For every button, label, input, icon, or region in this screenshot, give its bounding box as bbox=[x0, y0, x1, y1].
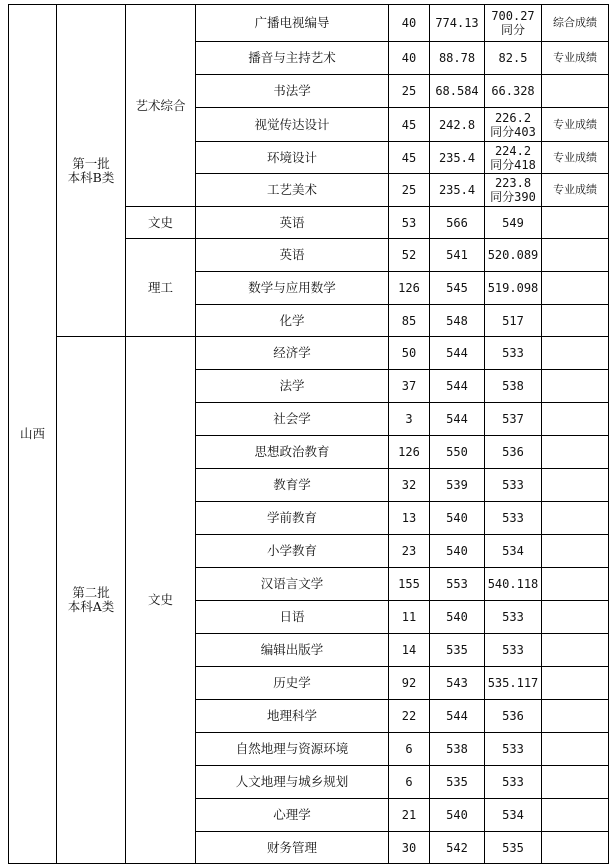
major-cell: 自然地理与资源环境 bbox=[196, 733, 389, 766]
major-cell: 英语 bbox=[196, 239, 389, 272]
note-cell bbox=[542, 634, 609, 667]
major-cell: 数学与应用数学 bbox=[196, 272, 389, 305]
plan-cell: 92 bbox=[389, 667, 430, 700]
max-score-cell: 543 bbox=[430, 667, 485, 700]
table-body bbox=[9, 5, 609, 864]
batch-cell: 第二批 本科A类 bbox=[57, 337, 126, 864]
min-score-cell: 226.2 同分403 bbox=[485, 108, 542, 142]
max-score-cell: 544 bbox=[430, 403, 485, 436]
max-score-cell: 553 bbox=[430, 568, 485, 601]
min-score-cell: 517 bbox=[485, 305, 542, 337]
max-score-cell: 548 bbox=[430, 305, 485, 337]
plan-cell: 25 bbox=[389, 174, 430, 207]
plan-cell: 45 bbox=[389, 108, 430, 142]
major-cell: 环境设计 bbox=[196, 142, 389, 174]
min-score-cell: 534 bbox=[485, 799, 542, 832]
note-cell bbox=[542, 436, 609, 469]
note-cell bbox=[542, 75, 609, 108]
max-score-cell: 235.4 bbox=[430, 142, 485, 174]
major-cell: 思想政治教育 bbox=[196, 436, 389, 469]
max-score-cell: 544 bbox=[430, 700, 485, 733]
max-score-cell: 545 bbox=[430, 272, 485, 305]
max-score-cell: 542 bbox=[430, 832, 485, 864]
max-score-cell: 540 bbox=[430, 502, 485, 535]
min-score-cell: 536 bbox=[485, 700, 542, 733]
major-cell: 小学教育 bbox=[196, 535, 389, 568]
max-score-cell: 539 bbox=[430, 469, 485, 502]
plan-cell: 14 bbox=[389, 634, 430, 667]
major-cell: 心理学 bbox=[196, 799, 389, 832]
major-cell: 播音与主持艺术 bbox=[196, 42, 389, 75]
note-cell bbox=[542, 568, 609, 601]
major-cell: 视觉传达设计 bbox=[196, 108, 389, 142]
batch-cell: 第一批 本科B类 bbox=[57, 5, 126, 337]
min-score-cell: 533 bbox=[485, 733, 542, 766]
min-score-cell: 535.117 bbox=[485, 667, 542, 700]
min-score-cell: 533 bbox=[485, 766, 542, 799]
note-cell bbox=[542, 469, 609, 502]
min-score-cell: 533 bbox=[485, 502, 542, 535]
max-score-cell: 535 bbox=[430, 634, 485, 667]
province-cell: 山西 bbox=[9, 5, 57, 864]
max-score-cell: 544 bbox=[430, 337, 485, 370]
plan-cell: 37 bbox=[389, 370, 430, 403]
major-cell: 英语 bbox=[196, 207, 389, 239]
note-cell: 专业成绩 bbox=[542, 174, 609, 207]
plan-cell: 52 bbox=[389, 239, 430, 272]
min-score-cell: 223.8 同分390 bbox=[485, 174, 542, 207]
major-cell: 化学 bbox=[196, 305, 389, 337]
plan-cell: 50 bbox=[389, 337, 430, 370]
major-cell: 财务管理 bbox=[196, 832, 389, 864]
min-score-cell: 533 bbox=[485, 634, 542, 667]
max-score-cell: 540 bbox=[430, 799, 485, 832]
note-cell: 专业成绩 bbox=[542, 108, 609, 142]
plan-cell: 155 bbox=[389, 568, 430, 601]
plan-cell: 25 bbox=[389, 75, 430, 108]
category-cell: 文史 bbox=[126, 337, 196, 864]
major-cell: 经济学 bbox=[196, 337, 389, 370]
min-score-cell: 549 bbox=[485, 207, 542, 239]
min-score-cell: 540.118 bbox=[485, 568, 542, 601]
note-cell bbox=[542, 667, 609, 700]
max-score-cell: 540 bbox=[430, 601, 485, 634]
max-score-cell: 774.13 bbox=[430, 5, 485, 42]
plan-cell: 11 bbox=[389, 601, 430, 634]
max-score-cell: 544 bbox=[430, 370, 485, 403]
note-cell bbox=[542, 601, 609, 634]
note-cell: 专业成绩 bbox=[542, 142, 609, 174]
max-score-cell: 566 bbox=[430, 207, 485, 239]
min-score-cell: 520.089 bbox=[485, 239, 542, 272]
major-cell: 社会学 bbox=[196, 403, 389, 436]
max-score-cell: 540 bbox=[430, 535, 485, 568]
major-cell: 人文地理与城乡规划 bbox=[196, 766, 389, 799]
plan-cell: 6 bbox=[389, 733, 430, 766]
major-cell: 学前教育 bbox=[196, 502, 389, 535]
note-cell bbox=[542, 535, 609, 568]
min-score-cell: 66.328 bbox=[485, 75, 542, 108]
note-cell bbox=[542, 337, 609, 370]
min-score-cell: 224.2 同分418 bbox=[485, 142, 542, 174]
plan-cell: 23 bbox=[389, 535, 430, 568]
major-cell: 地理科学 bbox=[196, 700, 389, 733]
plan-cell: 45 bbox=[389, 142, 430, 174]
max-score-cell: 68.584 bbox=[430, 75, 485, 108]
min-score-cell: 538 bbox=[485, 370, 542, 403]
major-cell: 法学 bbox=[196, 370, 389, 403]
note-cell bbox=[542, 832, 609, 864]
major-cell: 日语 bbox=[196, 601, 389, 634]
major-cell: 历史学 bbox=[196, 667, 389, 700]
note-cell bbox=[542, 403, 609, 436]
category-cell: 理工 bbox=[126, 239, 196, 337]
max-score-cell: 88.78 bbox=[430, 42, 485, 75]
min-score-cell: 536 bbox=[485, 436, 542, 469]
max-score-cell: 541 bbox=[430, 239, 485, 272]
admission-score-table bbox=[8, 4, 609, 864]
plan-cell: 30 bbox=[389, 832, 430, 864]
plan-cell: 6 bbox=[389, 766, 430, 799]
note-cell bbox=[542, 799, 609, 832]
category-cell: 艺术综合 bbox=[126, 5, 196, 207]
plan-cell: 126 bbox=[389, 272, 430, 305]
min-score-cell: 700.27 同分 bbox=[485, 5, 542, 42]
min-score-cell: 533 bbox=[485, 337, 542, 370]
note-cell: 综合成绩 bbox=[542, 5, 609, 42]
plan-cell: 3 bbox=[389, 403, 430, 436]
note-cell bbox=[542, 766, 609, 799]
major-cell: 编辑出版学 bbox=[196, 634, 389, 667]
max-score-cell: 535 bbox=[430, 766, 485, 799]
major-cell: 教育学 bbox=[196, 469, 389, 502]
plan-cell: 22 bbox=[389, 700, 430, 733]
note-cell: 专业成绩 bbox=[542, 42, 609, 75]
major-cell: 汉语言文学 bbox=[196, 568, 389, 601]
min-score-cell: 533 bbox=[485, 469, 542, 502]
max-score-cell: 235.4 bbox=[430, 174, 485, 207]
min-score-cell: 533 bbox=[485, 601, 542, 634]
plan-cell: 13 bbox=[389, 502, 430, 535]
note-cell bbox=[542, 305, 609, 337]
max-score-cell: 242.8 bbox=[430, 108, 485, 142]
plan-cell: 21 bbox=[389, 799, 430, 832]
min-score-cell: 82.5 bbox=[485, 42, 542, 75]
note-cell bbox=[542, 207, 609, 239]
note-cell bbox=[542, 502, 609, 535]
plan-cell: 85 bbox=[389, 305, 430, 337]
note-cell bbox=[542, 733, 609, 766]
min-score-cell: 519.098 bbox=[485, 272, 542, 305]
min-score-cell: 534 bbox=[485, 535, 542, 568]
major-cell: 书法学 bbox=[196, 75, 389, 108]
plan-cell: 53 bbox=[389, 207, 430, 239]
major-cell: 广播电视编导 bbox=[196, 5, 389, 42]
max-score-cell: 550 bbox=[430, 436, 485, 469]
note-cell bbox=[542, 239, 609, 272]
plan-cell: 40 bbox=[389, 5, 430, 42]
major-cell: 工艺美术 bbox=[196, 174, 389, 207]
plan-cell: 40 bbox=[389, 42, 430, 75]
category-cell: 文史 bbox=[126, 207, 196, 239]
note-cell bbox=[542, 370, 609, 403]
plan-cell: 126 bbox=[389, 436, 430, 469]
min-score-cell: 537 bbox=[485, 403, 542, 436]
note-cell bbox=[542, 272, 609, 305]
note-cell bbox=[542, 700, 609, 733]
max-score-cell: 538 bbox=[430, 733, 485, 766]
plan-cell: 32 bbox=[389, 469, 430, 502]
min-score-cell: 535 bbox=[485, 832, 542, 864]
